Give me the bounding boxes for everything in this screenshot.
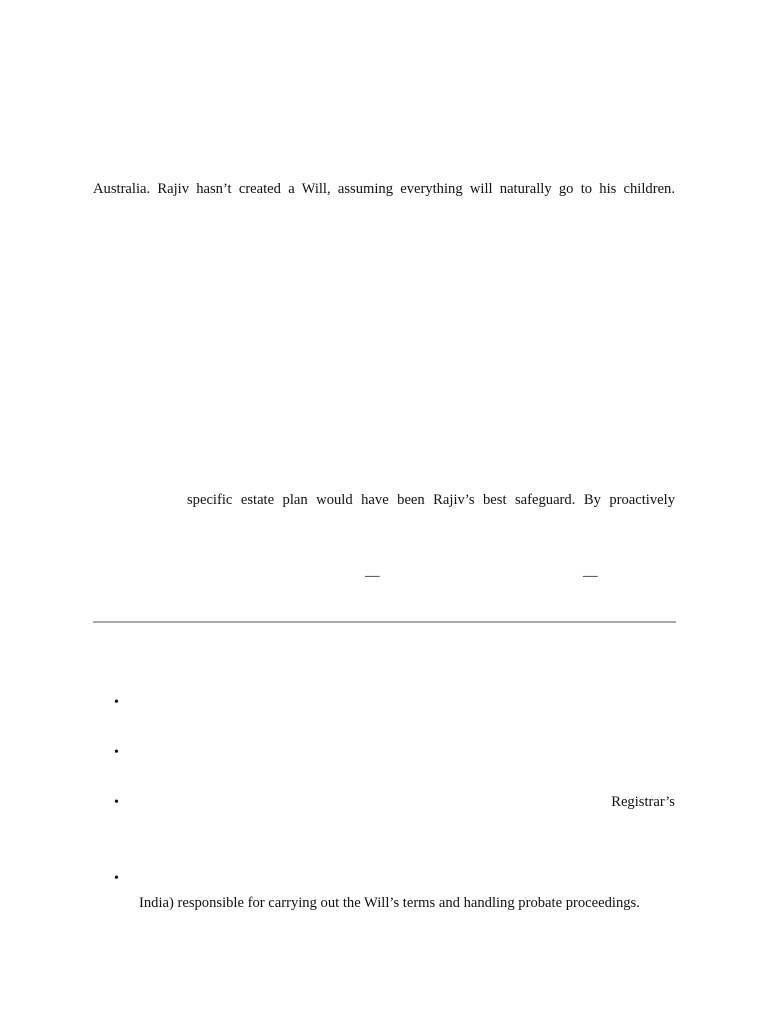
paragraph-line-rajiv-will: Australia. Rajiv hasn’t created a Will, assuming everything will naturally go to his children. xyxy=(93,181,675,197)
horizontal-divider xyxy=(93,621,676,623)
bullet-marker: • xyxy=(114,795,119,810)
bullet-text-executor: India) responsible for carrying out the Will’s terms and handling probate proceedings. xyxy=(139,895,640,911)
em-dash: — xyxy=(583,568,598,584)
bullet-marker: • xyxy=(114,745,119,760)
bullet-text-registrar: Registrar’s xyxy=(611,794,675,810)
bullet-marker: • xyxy=(114,871,119,886)
em-dash: — xyxy=(365,568,380,584)
paragraph-line-estate-plan: specific estate plan would have been Rajiv’s best safeguard. By proactively xyxy=(187,492,675,508)
bullet-marker: • xyxy=(114,695,119,710)
